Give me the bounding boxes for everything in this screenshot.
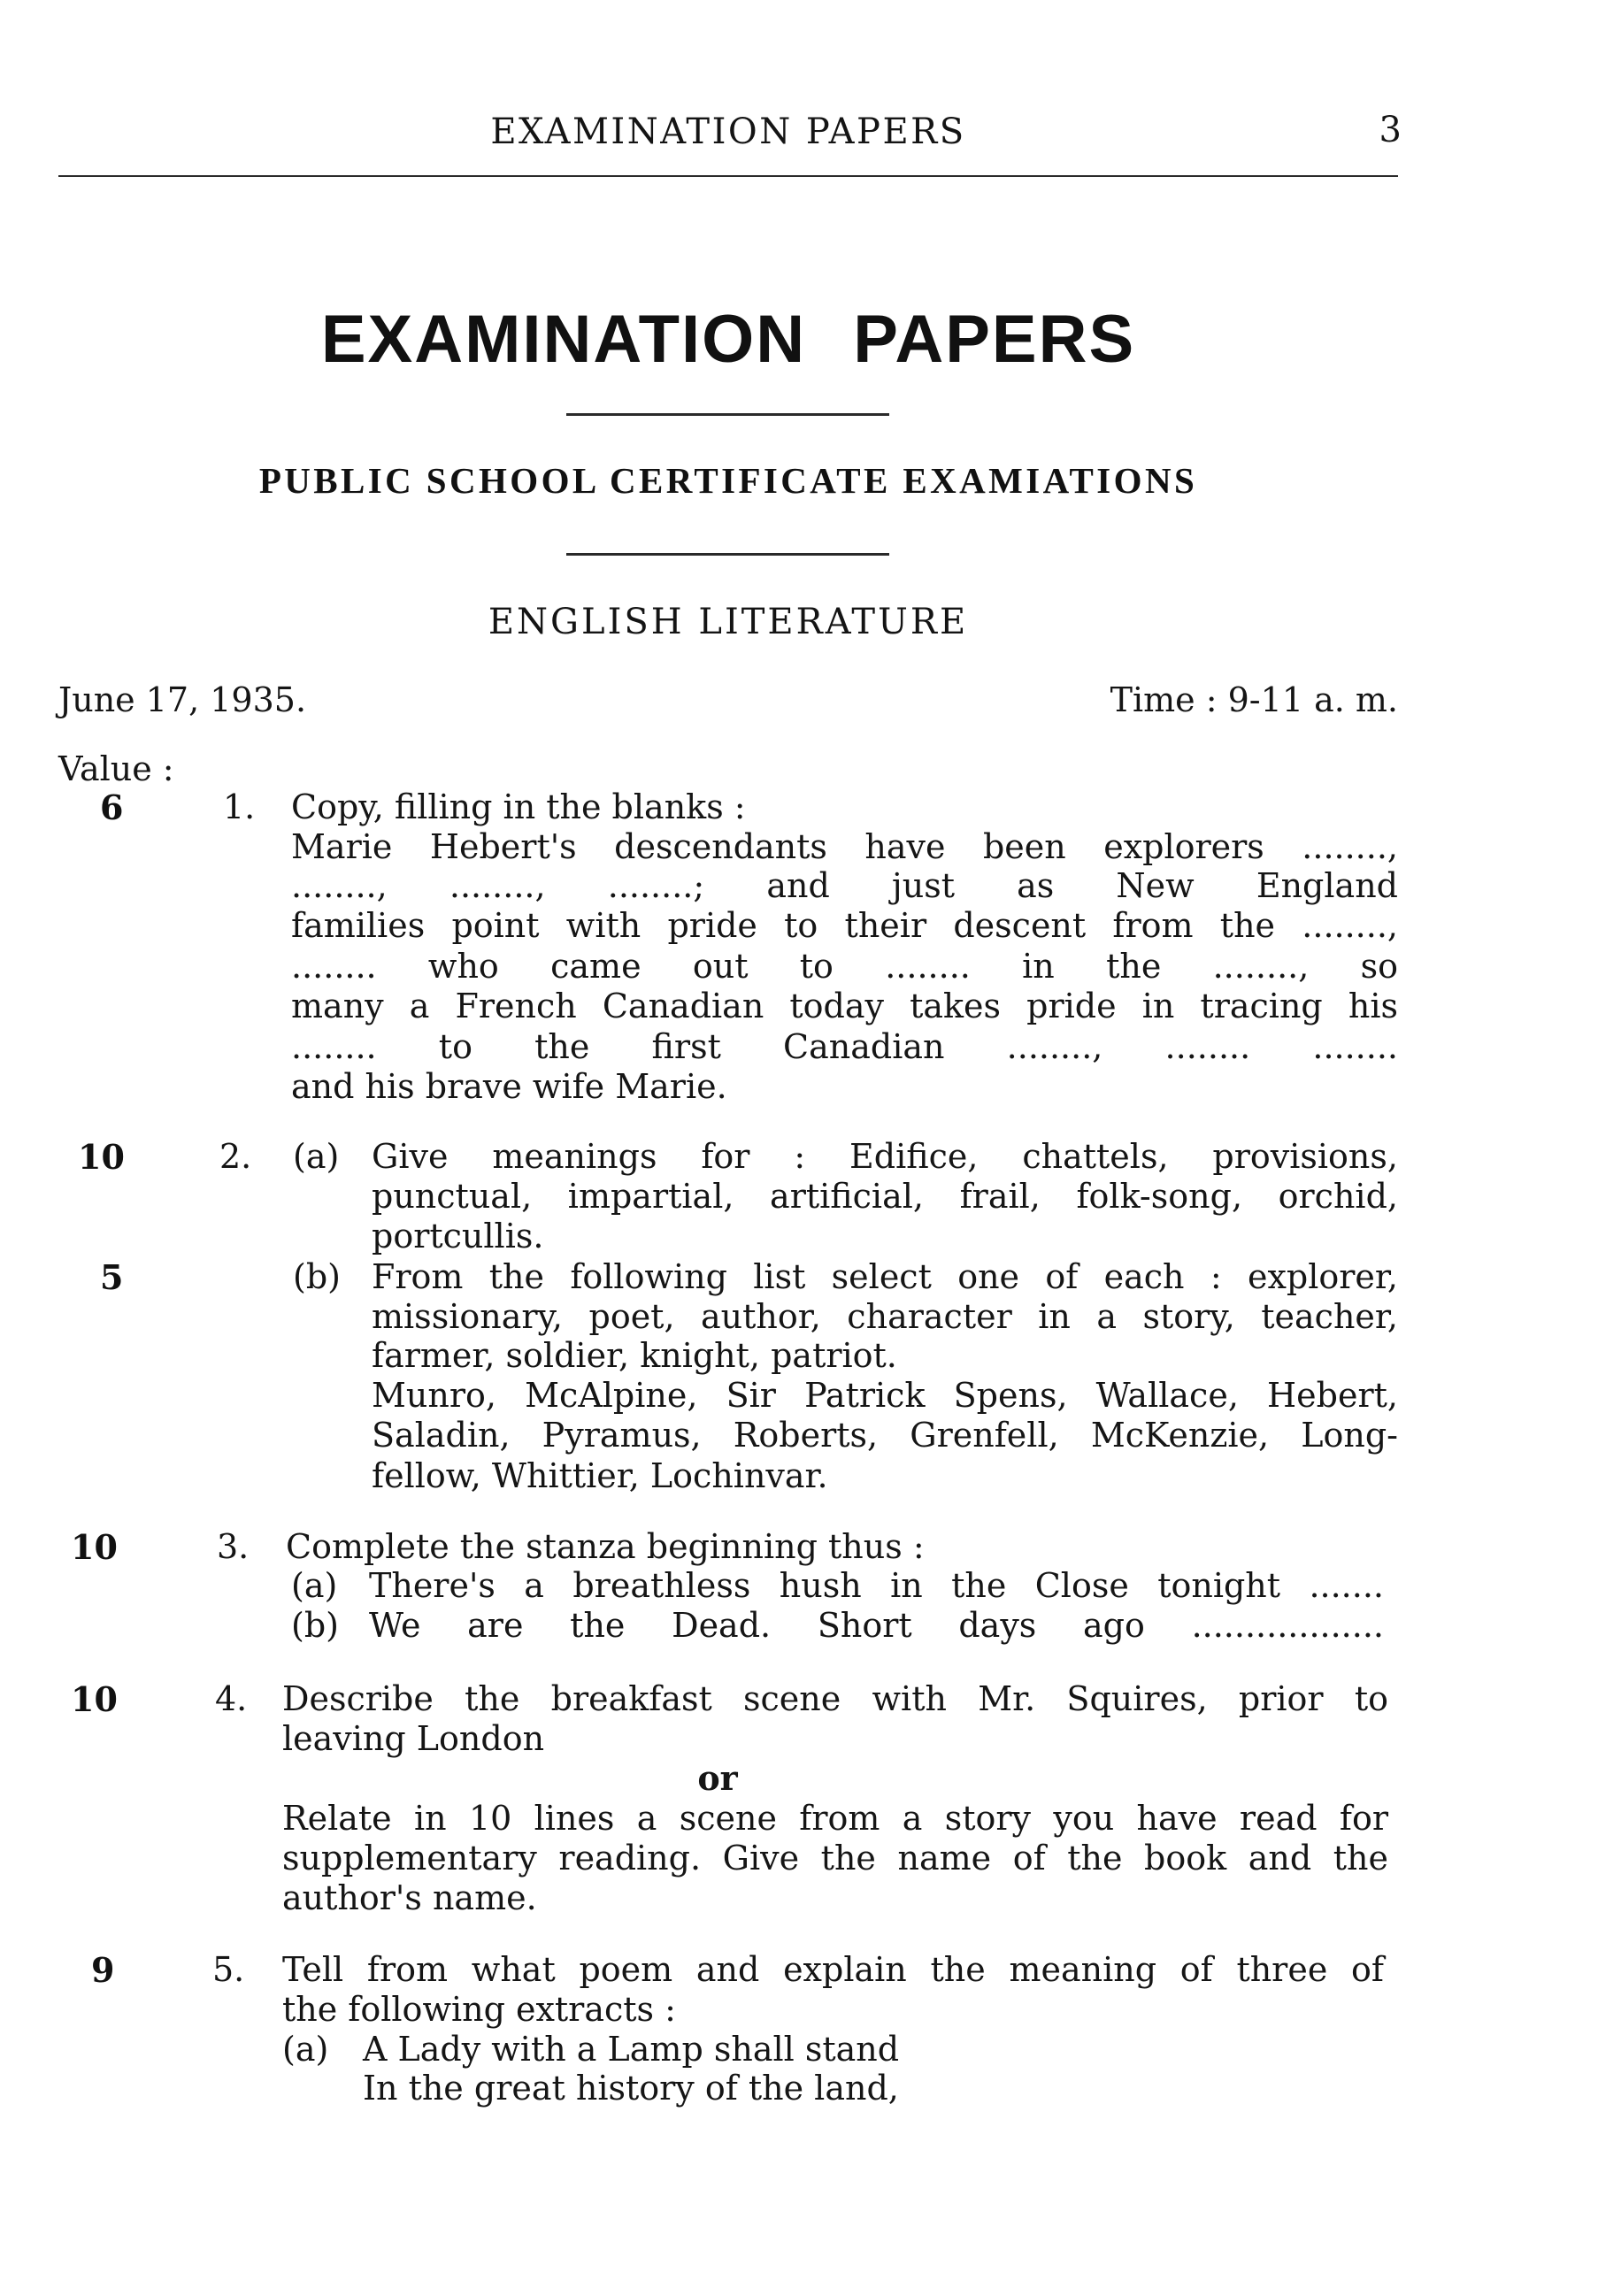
question-line: A Lady with a Lamp shall stand — [363, 2030, 900, 2069]
alternative-separator: or — [697, 1758, 738, 1798]
question-number: 5. — [212, 1950, 245, 1989]
question-line: leaving London — [282, 1719, 545, 1758]
value-label: Value : — [58, 749, 174, 788]
question-line: missionary, poet, author, character in a story, teacher, — [372, 1297, 1398, 1336]
exam-date: June 17, 1935. — [58, 680, 307, 719]
part-label: (b) — [293, 1257, 341, 1296]
page-title: EXAMINATION PAPERS — [320, 302, 1136, 377]
question-line: Complete the stanza beginning thus : — [286, 1527, 925, 1566]
question-line: There's a breathless hush in the Close tonight ....... — [369, 1566, 1384, 1605]
question-line: From the following list select one of each : explorer, — [372, 1257, 1398, 1296]
question-line: author's name. — [282, 1878, 537, 1917]
subject-heading: ENGLISH LITERATURE — [488, 602, 969, 642]
question-number: 2. — [219, 1137, 252, 1176]
part-label: (a) — [282, 2030, 329, 2069]
question-line: ........ who came out to ........ in the ........, so — [291, 947, 1398, 986]
subtitle-divider — [566, 553, 889, 556]
page-number: 3 — [1379, 110, 1402, 150]
question-number: 1. — [223, 787, 256, 826]
question-value: 10 — [78, 1137, 125, 1177]
question-line: fellow, Whittier, Lochinvar. — [372, 1456, 828, 1495]
part-label: (b) — [291, 1606, 339, 1645]
question-line: Saladin, Pyramus, Roberts, Grenfell, McKenzie, Long- — [372, 1416, 1398, 1455]
question-line: Tell from what poem and explain the meaning of three of — [282, 1950, 1384, 1989]
question-line: and his brave wife Marie. — [291, 1067, 727, 1106]
question-line: In the great history of the land, — [363, 2069, 899, 2108]
question-line: farmer, soldier, knight, patriot. — [372, 1336, 897, 1375]
part-label: (a) — [291, 1566, 338, 1605]
question-line: Describe the breakfast scene with Mr. Squires, prior to — [282, 1679, 1388, 1718]
question-line: supplementary reading. Give the name of the book and the — [282, 1839, 1388, 1877]
question-value: 6 — [100, 787, 124, 827]
question-line: the following extracts : — [282, 1990, 676, 2029]
question-line: Munro, McAlpine, Sir Patrick Spens, Wallace, Hebert, — [372, 1376, 1398, 1415]
question-line: punctual, impartial, artificial, frail, folk-song, orchid, — [372, 1177, 1398, 1216]
question-line: Relate in 10 lines a scene from a story you have read for — [282, 1799, 1388, 1838]
question-number: 3. — [217, 1527, 250, 1566]
question-line: families point with pride to their descent from the ........, — [291, 906, 1398, 945]
question-value: 9 — [91, 1950, 115, 1990]
question-line: Copy, filling in the blanks : — [291, 787, 746, 826]
header-rule — [58, 175, 1398, 177]
question-line: ........ to the first Canadian ........, ........ ........ — [291, 1027, 1398, 1066]
question-line: Marie Hebert's descendants have been explorers ........, — [291, 827, 1398, 866]
question-value: 10 — [71, 1527, 118, 1567]
question-value: 10 — [71, 1679, 118, 1719]
question-number: 4. — [215, 1679, 248, 1718]
title-divider — [566, 413, 889, 416]
part-label: (a) — [293, 1137, 340, 1176]
part-value: 5 — [100, 1257, 124, 1297]
exam-time: Time : 9-11 a. m. — [1110, 680, 1398, 719]
question-line: many a French Canadian today takes pride in tracing his — [291, 987, 1398, 1025]
page-subtitle: PUBLIC SCHOOL CERTIFICATE EXAMIATIONS — [258, 460, 1198, 501]
question-line: portcullis. — [372, 1217, 544, 1256]
running-header-title: EXAMINATION PAPERS — [490, 111, 966, 152]
question-line: ........, ........, ........; and just as New England — [291, 866, 1398, 905]
question-line: Give meanings for : Edifice, chattels, provisions, — [372, 1137, 1398, 1176]
question-line: We are the Dead. Short days ago .................. — [369, 1606, 1384, 1645]
